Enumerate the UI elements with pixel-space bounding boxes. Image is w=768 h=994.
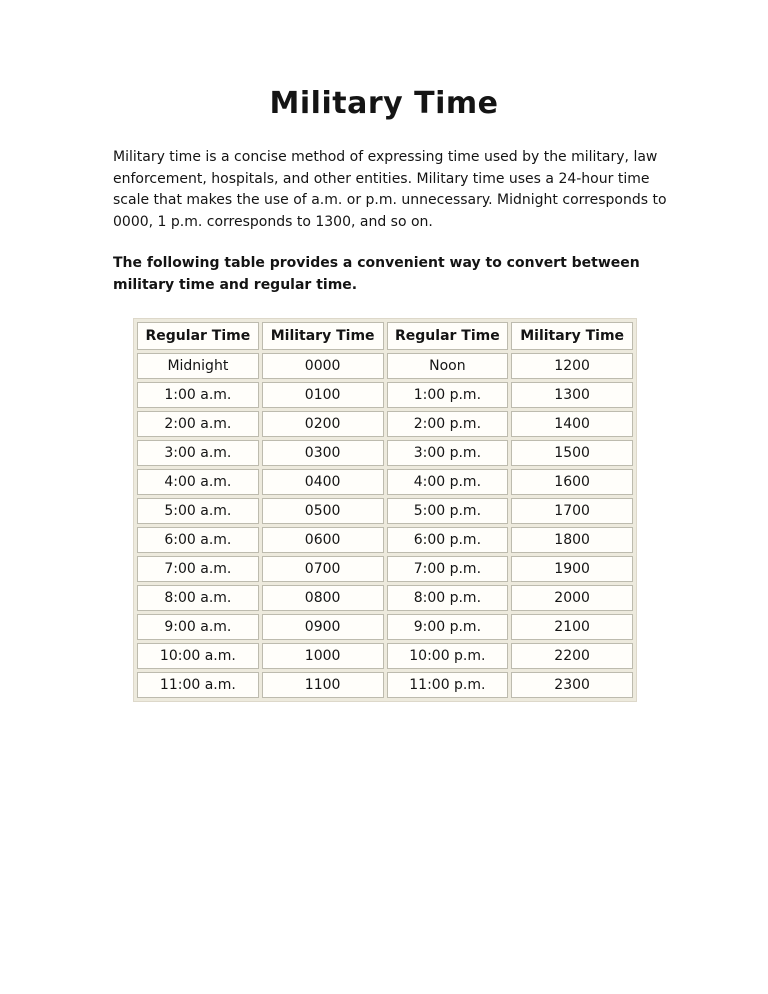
table-cell: 5:00 a.m. <box>137 498 259 524</box>
table-cell: 5:00 p.m. <box>387 498 509 524</box>
table-cell: 1000 <box>262 643 384 669</box>
header-row <box>137 322 633 350</box>
table-cell: 1400 <box>511 411 633 437</box>
table-cell: 0500 <box>262 498 384 524</box>
table-cell: 8:00 p.m. <box>387 585 509 611</box>
table-cell: 0700 <box>262 556 384 582</box>
table-row <box>137 556 633 582</box>
table-row <box>137 498 633 524</box>
table-row <box>137 527 633 553</box>
table-cell: 8:00 a.m. <box>137 585 259 611</box>
table-cell: 7:00 p.m. <box>387 556 509 582</box>
table-cell: 0200 <box>262 411 384 437</box>
conversion-table-header <box>137 322 633 350</box>
table-lead-paragraph: The following table provides a convenient way to convert between military time and regular time. <box>113 255 640 293</box>
table-row <box>137 411 633 437</box>
table-cell: 2100 <box>511 614 633 640</box>
conversion-table-body <box>137 353 633 698</box>
table-cell: 1800 <box>511 527 633 553</box>
table-cell: 1500 <box>511 440 633 466</box>
table-row <box>137 672 633 698</box>
column-header-regular-time-2: Regular Time <box>387 322 509 350</box>
table-cell: 11:00 p.m. <box>387 672 509 698</box>
table-row <box>137 382 633 408</box>
table-cell: 10:00 p.m. <box>387 643 509 669</box>
conversion-table <box>133 318 637 702</box>
table-cell: 6:00 a.m. <box>137 527 259 553</box>
table-cell: Noon <box>387 353 509 379</box>
table-cell: 9:00 p.m. <box>387 614 509 640</box>
table-cell: 1300 <box>511 382 633 408</box>
table-cell: 4:00 p.m. <box>387 469 509 495</box>
table-cell: 0100 <box>262 382 384 408</box>
table-row <box>137 353 633 379</box>
table-cell: 1200 <box>511 353 633 379</box>
table-cell: 0800 <box>262 585 384 611</box>
table-cell: 2:00 a.m. <box>137 411 259 437</box>
table-cell: 6:00 p.m. <box>387 527 509 553</box>
table-cell: 1700 <box>511 498 633 524</box>
table-cell: Midnight <box>137 353 259 379</box>
column-header-military-time-1: Military Time <box>262 322 384 350</box>
table-cell: 2000 <box>511 585 633 611</box>
table-cell: 2200 <box>511 643 633 669</box>
column-header-regular-time-1: Regular Time <box>137 322 259 350</box>
table-row <box>137 643 633 669</box>
table-cell: 3:00 p.m. <box>387 440 509 466</box>
table-cell: 10:00 a.m. <box>137 643 259 669</box>
table-cell: 0900 <box>262 614 384 640</box>
table-row <box>137 440 633 466</box>
table-cell: 1600 <box>511 469 633 495</box>
table-cell: 1900 <box>511 556 633 582</box>
table-cell: 2300 <box>511 672 633 698</box>
intro-paragraph: Military time is a concise method of expressing time used by the military, law enforcement, hospitals, and other entities. Military time uses a 24-hour time scale that makes the use of a.m. or p.m. unnecessary. Midnight corresponds to 0000, 1 p.m. corresponds to 1300, and so on. <box>113 149 667 230</box>
table-cell: 7:00 a.m. <box>137 556 259 582</box>
table-row <box>137 585 633 611</box>
table-cell: 0600 <box>262 527 384 553</box>
table-cell: 2:00 p.m. <box>387 411 509 437</box>
table-cell: 11:00 a.m. <box>137 672 259 698</box>
table-cell: 3:00 a.m. <box>137 440 259 466</box>
table-cell: 0300 <box>262 440 384 466</box>
page-title: Military Time <box>269 86 499 121</box>
table-cell: 0000 <box>262 353 384 379</box>
table-cell: 1:00 a.m. <box>137 382 259 408</box>
table-cell: 9:00 a.m. <box>137 614 259 640</box>
table-cell: 0400 <box>262 469 384 495</box>
table-cell: 1100 <box>262 672 384 698</box>
table-row <box>137 469 633 495</box>
table-row <box>137 614 633 640</box>
table-cell: 1:00 p.m. <box>387 382 509 408</box>
table-cell: 4:00 a.m. <box>137 469 259 495</box>
column-header-military-time-2: Military Time <box>511 322 633 350</box>
